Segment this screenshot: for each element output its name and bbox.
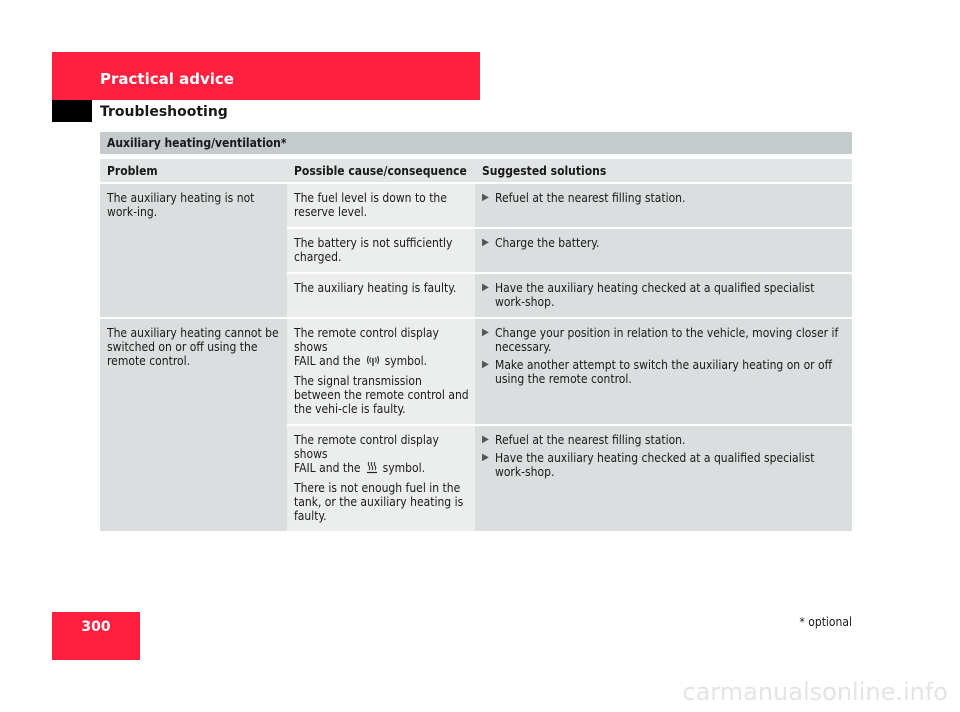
troubleshooting-table bbox=[100, 159, 852, 533]
solution-item bbox=[482, 433, 846, 447]
column-header-solutions: Suggested solutions bbox=[475, 159, 852, 184]
cause-cell bbox=[287, 274, 475, 319]
column-header-cause: Possible cause/consequence bbox=[287, 159, 475, 184]
cause-text: The auxiliary heating is faulty. bbox=[294, 281, 457, 295]
cause-fail-suffix: symbol. bbox=[384, 354, 427, 368]
problem-text: The auxiliary heating is not work-ing. bbox=[107, 191, 255, 219]
cause-cell bbox=[287, 319, 475, 426]
cause-text: The signal transmission between the remote control and the vehi-cle is faulty. bbox=[294, 374, 469, 416]
solution-item bbox=[482, 326, 846, 354]
cause-text: The fuel level is down to the reserve level. bbox=[294, 191, 447, 219]
cause-line: The remote control display shows bbox=[294, 433, 439, 461]
footnote-optional: * optional bbox=[799, 615, 852, 629]
solution-text: Charge the battery. bbox=[495, 236, 600, 250]
table-row bbox=[100, 319, 852, 426]
solution-text: Have the auxiliary heating checked at a qualified specialist work-shop. bbox=[495, 451, 815, 479]
cause-cell bbox=[287, 229, 475, 274]
solution-text: Make another attempt to switch the auxiliary heating on or off using the remote control. bbox=[495, 358, 833, 386]
problem-text: The auxiliary heating cannot be switched on or off using the remote control. bbox=[107, 326, 279, 368]
solution-cell bbox=[475, 274, 852, 319]
arrow-bullet-icon: ▶ bbox=[482, 282, 489, 293]
table-header-row bbox=[100, 159, 852, 184]
arrow-bullet-icon: ▶ bbox=[482, 237, 489, 248]
cause-cell bbox=[287, 426, 475, 533]
arrow-bullet-icon: ▶ bbox=[482, 327, 489, 338]
arrow-bullet-icon: ▶ bbox=[482, 359, 489, 370]
table-caption: Auxiliary heating/ventilation* bbox=[100, 132, 852, 154]
arrow-bullet-icon: ▶ bbox=[482, 192, 489, 203]
cause-cell bbox=[287, 184, 475, 229]
solution-item bbox=[482, 191, 846, 205]
solution-cell bbox=[475, 184, 852, 229]
section-tab-marker bbox=[52, 100, 92, 122]
solution-text: Change your position in relation to the vehicle, moving closer if necessary. bbox=[495, 326, 839, 354]
solution-cell bbox=[475, 229, 852, 274]
subsection-title: Troubleshooting bbox=[100, 104, 228, 120]
page-number: 300 bbox=[81, 619, 111, 635]
solution-cell bbox=[475, 426, 852, 533]
column-header-problem: Problem bbox=[100, 159, 287, 184]
solution-item bbox=[482, 358, 846, 386]
solution-text: Have the auxiliary heating checked at a qualified specialist work-shop. bbox=[495, 281, 815, 309]
solution-item bbox=[482, 236, 846, 250]
cause-fail-suffix: symbol. bbox=[382, 461, 425, 475]
cause-fail-prefix: FAIL and the bbox=[294, 354, 361, 368]
cause-text bbox=[294, 326, 469, 370]
arrow-bullet-icon: ▶ bbox=[482, 434, 489, 445]
cause-text: The battery is not sufficiently charged. bbox=[294, 236, 453, 264]
section-title: Practical advice bbox=[100, 70, 234, 88]
arrow-bullet-icon: ▶ bbox=[482, 452, 489, 463]
problem-cell bbox=[100, 184, 287, 319]
solution-text: Refuel at the nearest filling station. bbox=[495, 433, 686, 447]
table-row bbox=[100, 184, 852, 229]
solution-item bbox=[482, 281, 846, 309]
solution-cell bbox=[475, 319, 852, 426]
solution-item bbox=[482, 451, 846, 479]
watermark: carmanualsonline.info bbox=[682, 678, 948, 706]
solution-text: Refuel at the nearest filling station. bbox=[495, 191, 686, 205]
cause-line: The remote control display shows bbox=[294, 326, 439, 354]
heating-symbol-icon bbox=[366, 461, 378, 477]
problem-cell bbox=[100, 319, 287, 533]
cause-text bbox=[294, 433, 469, 477]
antenna-signal-icon bbox=[366, 355, 380, 370]
cause-text: There is not enough fuel in the tank, or the auxiliary heating is faulty. bbox=[294, 481, 464, 523]
cause-fail-prefix: FAIL and the bbox=[294, 461, 361, 475]
